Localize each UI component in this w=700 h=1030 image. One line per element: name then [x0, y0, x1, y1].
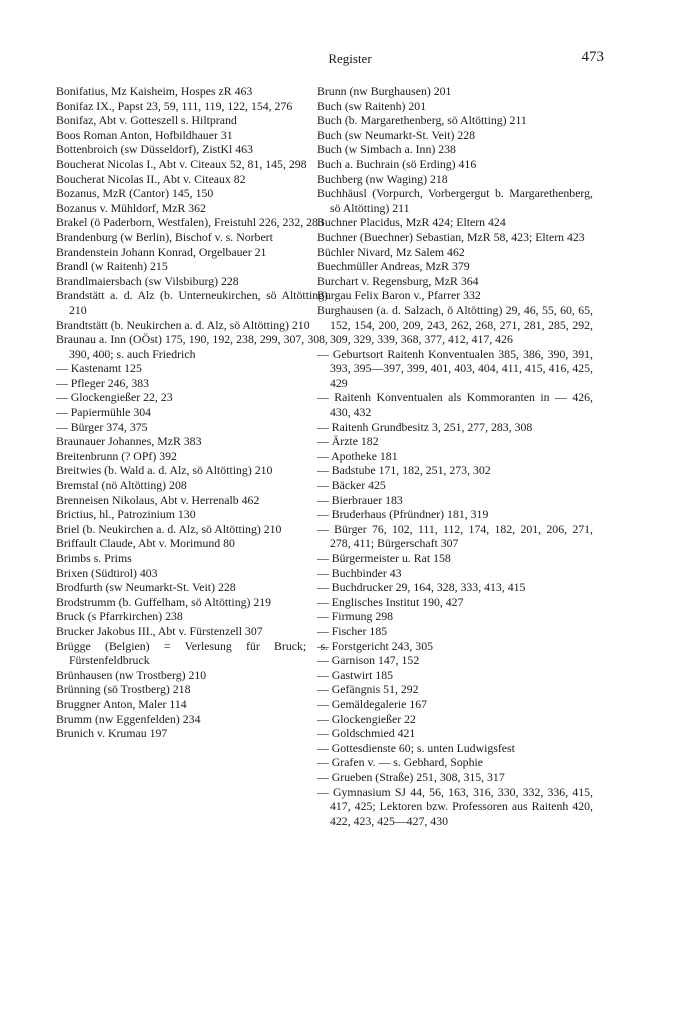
index-entry: — Bruderhaus (Pfründner) 181, 319	[317, 507, 489, 522]
index-entry: Brakel (ö Paderborn, Westfalen), Freistuhl 226, 232, 283	[56, 215, 324, 230]
index-entry: Braunauer Johannes, MzR 383	[56, 434, 202, 449]
index-entry: Buch (sw Neumarkt-St. Veit) 228	[317, 127, 476, 142]
index-entry: — Englisches Institut 190, 427	[317, 594, 464, 609]
index-entry: Brandtstätt (b. Neukirchen a. d. Alz, sö Altötting) 210	[56, 317, 310, 332]
index-entry: — Garnison 147, 152	[317, 653, 420, 668]
index-entry: Bruggner Anton, Maler 114	[56, 696, 187, 711]
index-column-left	[56, 84, 328, 741]
index-entry: Burchart v. Regensburg, MzR 364	[317, 273, 479, 288]
index-column-right	[317, 84, 593, 828]
index-entry: Bottenbroich (sw Düsseldorf), ZistKl 463	[56, 142, 253, 157]
index-entry: — Raitenh Grundbesitz 3, 251, 277, 283, 308	[317, 419, 533, 434]
index-entry: Braunau a. Inn (OÖst) 175, 190, 192, 238, 299, 307, 308, 390, 400; s. auch Friedrich	[56, 332, 328, 361]
index-entry: Buch (b. Margarethenberg, sö Altötting) 211	[317, 113, 527, 128]
index-entry: — Kastenamt 125	[56, 361, 142, 376]
index-entry: Brumm (nw Eggenfelden) 234	[56, 711, 201, 726]
index-entry: Brandenburg (w Berlin), Bischof v. s. Norbert	[56, 229, 273, 244]
index-entry: Brixen (Südtirol) 403	[56, 565, 158, 580]
index-entry: — Badstube 171, 182, 251, 273, 302	[317, 463, 491, 478]
page-number: 473	[581, 49, 604, 65]
index-entry: Burghausen (a. d. Salzach, ö Altötting) 29, 46, 55, 60, 65, 152, 154, 200, 209, 243, 262, 268, 271, 281, 285, 292, 309, 329, 339, 368, 377, 412, 417, 426	[317, 302, 593, 347]
index-entry: Brünhausen (nw Trostberg) 210	[56, 667, 207, 682]
index-entry: Bruck (s Pfarrkirchen) 238	[56, 609, 183, 624]
index-entry: Boucherat Nicolas I., Abt v. Citeaux 52, 81, 145, 298	[56, 156, 307, 171]
index-entry: — Firmung 298	[317, 609, 394, 624]
index-entry: Brandenstein Johann Konrad, Orgelbauer 21	[56, 244, 267, 259]
page-header	[0, 49, 700, 69]
index-entry: Bozanus v. Mühldorf, MzR 362	[56, 200, 206, 215]
index-entry: — Geburtsort Raitenh Konventualen 385, 386, 390, 391, 393, 395—397, 399, 401, 403, 404, 411, 415, 416, 425, 429	[317, 346, 593, 390]
index-entry: — Goldschmied 421	[317, 726, 416, 741]
index-entry: Büchler Nivard, Mz Salem 462	[317, 244, 465, 259]
index-entry: Boos Roman Anton, Hofbildhauer 31	[56, 127, 233, 142]
index-entry: — Bierbrauer 183	[317, 492, 403, 507]
index-entry: — Forstgericht 243, 305	[317, 638, 433, 653]
index-entry: Bonifaz, Abt v. Gotteszell s. Hiltprand	[56, 113, 237, 128]
index-entry: — Ärzte 182	[317, 434, 379, 449]
index-entry: Brunn (nw Burghausen) 201	[317, 84, 452, 98]
index-entry: Brandstätt a. d. Alz (b. Unterneukirchen, sö Altötting) 210	[56, 288, 328, 317]
index-entry: Burgau Felix Baron v., Pfarrer 332	[317, 288, 481, 303]
index-entry: Brandl (w Raitenh) 215	[56, 259, 168, 274]
index-entry: Buchner Placidus, MzR 424; Eltern 424	[317, 215, 506, 230]
index-entry: — Apotheke 181	[317, 448, 398, 463]
index-entry: Brictius, hl., Patrozinium 130	[56, 507, 196, 522]
index-entry: Briel (b. Neukirchen a. d. Alz, sö Altötting) 210	[56, 521, 282, 536]
index-entry: Brodfurth (sw Neumarkt-St. Veit) 228	[56, 580, 236, 595]
index-entry: — Bürger 76, 102, 111, 112, 174, 182, 201, 206, 271, 278, 411; Bürgerschaft 307	[317, 521, 593, 551]
index-entry: — Gymnasium SJ 44, 56, 163, 316, 330, 332, 336, 415, 417, 425; Lektoren bzw. Professoren aus Raitenh 420, 422, 423, 425—427, 430	[317, 784, 593, 828]
index-entry: — Raitenh Konventualen als Kommoranten in — 426, 430, 432	[317, 390, 593, 420]
index-entry: Buch (w Simbach a. Inn) 238	[317, 142, 456, 157]
index-entry: Bonifaz IX., Papst 23, 59, 111, 119, 122, 154, 276	[56, 98, 293, 113]
index-entry: — Buchbinder 43	[317, 565, 402, 580]
index-entry: Brenneisen Nikolaus, Abt v. Herrenalb 462	[56, 492, 260, 507]
index-entry: — Bäcker 425	[317, 478, 386, 493]
index-entry: Briffault Claude, Abt v. Morimund 80	[56, 536, 235, 551]
index-entry: — Glockengießer 22	[317, 711, 416, 726]
index-entry: — Pfleger 246, 383	[56, 375, 150, 390]
index-entry: — Papiermühle 304	[56, 405, 152, 420]
index-entry: — Buchdrucker 29, 164, 328, 333, 413, 415	[317, 580, 526, 595]
index-entry: Brandlmaiersbach (sw Vilsbiburg) 228	[56, 273, 239, 288]
index-entry: Boucherat Nicolas II., Abt v. Citeaux 82	[56, 171, 246, 186]
index-entry: Buchner (Buechner) Sebastian, MzR 58, 423; Eltern 423	[317, 229, 585, 244]
index-entry: — Bürgermeister u. Rat 158	[317, 551, 451, 565]
index-entry: Bremstal (nö Altötting) 208	[56, 478, 187, 493]
index-entry: Buch a. Buchrain (sö Erding) 416	[317, 156, 477, 171]
running-head: Register	[328, 51, 372, 66]
index-entry: Bozanus, MzR (Cantor) 145, 150	[56, 186, 214, 201]
index-entry: — Glockengießer 22, 23	[56, 390, 173, 405]
index-entry: — Fischer 185	[317, 623, 388, 638]
index-entry: — Gefängnis 51, 292	[317, 682, 419, 697]
index-entry: Brimbs s. Prims	[56, 551, 132, 565]
index-entry: — Bürger 374, 375	[56, 419, 148, 434]
index-entry: Breitwies (b. Wald a. d. Alz, sö Altötting) 210	[56, 463, 273, 478]
index-entry: Buch (sw Raitenh) 201	[317, 98, 427, 113]
index-entry: Brucker Jakobus III., Abt v. Fürstenzell 307	[56, 623, 263, 638]
index-entry: Buchhäusl (Vorpurch, Vorbergergut b. Margarethenberg, sö Altötting) 211	[317, 186, 593, 215]
index-entry: — Gemäldegalerie 167	[317, 696, 428, 711]
index-entry: Brunich v. Krumau 197	[56, 726, 168, 741]
index-entry: Brünning (sö Trostberg) 218	[56, 682, 191, 697]
index-entry: Brügge (Belgien) = Verlesung für Bruck; s. Fürstenfeldbruck	[56, 638, 328, 668]
index-entry: Breitenbrunn (? OPf) 392	[56, 448, 177, 463]
index-entry: Bonifatius, Mz Kaisheim, Hospes zR 463	[56, 84, 253, 98]
index-entry: Buchberg (nw Waging) 218	[317, 171, 448, 186]
index-entry: — Grafen v. — s. Gebhard, Sophie	[317, 755, 483, 770]
index-entry: — Grueben (Straße) 251, 308, 315, 317	[317, 769, 505, 784]
index-entry: Buechmüller Andreas, MzR 379	[317, 259, 470, 274]
index-entry: — Gastwirt 185	[317, 667, 394, 682]
index-entry: Brodstrumm (b. Guffelham, sö Altötting) 219	[56, 594, 272, 609]
index-entry: — Gottesdienste 60; s. unten Ludwigsfest	[317, 740, 515, 755]
